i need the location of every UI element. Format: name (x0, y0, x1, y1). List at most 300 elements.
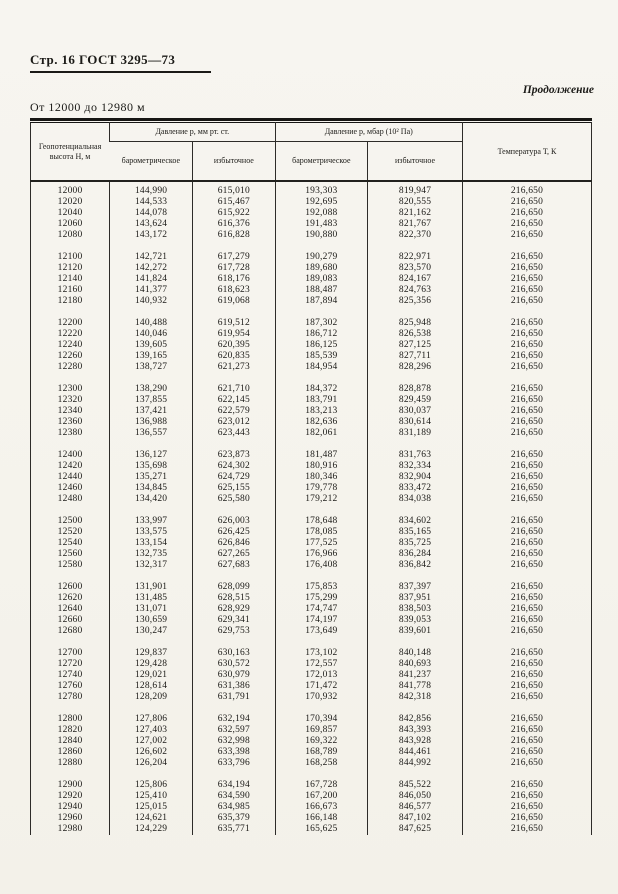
cell-mmhg-excess: 626,425 (193, 527, 275, 538)
cell-height: 12340 (57, 406, 83, 416)
cell-mmhg-barometric: 125,015 (110, 802, 193, 813)
cell-mmhg-barometric: 126,602 (110, 747, 193, 758)
table-body (31, 181, 592, 835)
cell-height: 12160 (57, 285, 83, 295)
cell-mmhg-barometric: 124,621 (110, 813, 193, 824)
table-row (31, 824, 592, 835)
cell-mmhg-barometric: 142,721 (110, 252, 193, 263)
cell-mmhg-excess: 624,302 (193, 461, 275, 472)
cell-mmhg-barometric: 133,997 (110, 516, 193, 527)
group-gap-row (31, 307, 592, 318)
cell-mbar-barometric: 186,125 (275, 340, 368, 351)
cell-mbar-excess: 825,948 (368, 318, 463, 329)
cell-temperature: 216,650 (462, 384, 591, 395)
cell-temperature: 216,650 (462, 824, 591, 835)
cell-mmhg-excess: 633,796 (193, 758, 275, 769)
cell-mmhg-barometric: 140,488 (110, 318, 193, 329)
table-row (31, 263, 592, 274)
table-row (31, 758, 592, 769)
cell-height: 12280 (57, 362, 83, 372)
cell-mbar-excess: 842,856 (368, 714, 463, 725)
cell-mbar-excess: 839,053 (368, 615, 463, 626)
gap-cell (462, 769, 591, 780)
cell-mbar-barometric: 182,636 (275, 417, 368, 428)
cell-temperature: 216,650 (462, 736, 591, 747)
cell-mmhg-barometric: 131,485 (110, 593, 193, 604)
cell-height: 12560 (57, 549, 83, 559)
gap-cell (275, 307, 368, 318)
cell-temperature: 216,650 (462, 549, 591, 560)
cell-height: 12240 (57, 340, 83, 350)
gap-cell (368, 571, 463, 582)
cell-mbar-barometric: 170,932 (275, 692, 368, 703)
cell-height: 12220 (57, 329, 83, 339)
table-row (31, 780, 592, 791)
cell-temperature: 216,650 (462, 659, 591, 670)
cell-temperature: 216,650 (462, 181, 591, 197)
cell-mbar-barometric: 184,954 (275, 362, 368, 373)
cell-height: 12600 (57, 582, 83, 592)
cell-mmhg-barometric: 136,127 (110, 450, 193, 461)
group-gap-row (31, 703, 592, 714)
cell-mmhg-excess: 617,279 (193, 252, 275, 263)
gap-cell (193, 373, 275, 384)
cell-mbar-excess: 830,614 (368, 417, 463, 428)
cell-mbar-barometric: 179,212 (275, 494, 368, 505)
group-gap-row (31, 637, 592, 648)
cell-mmhg-barometric: 140,046 (110, 329, 193, 340)
cell-temperature: 216,650 (462, 527, 591, 538)
gap-cell (368, 439, 463, 450)
table-row (31, 549, 592, 560)
cell-height: 12860 (57, 747, 83, 757)
gap-cell (462, 505, 591, 516)
cell-height: 12380 (57, 428, 83, 438)
cell-mbar-barometric: 190,279 (275, 252, 368, 263)
cell-temperature: 216,650 (462, 263, 591, 274)
cell-mmhg-barometric: 130,247 (110, 626, 193, 637)
cell-height: 12040 (57, 208, 83, 218)
cell-mmhg-barometric: 125,806 (110, 780, 193, 791)
gap-cell (31, 703, 110, 714)
col-header-mmhg-excess: избыточное (193, 142, 275, 182)
cell-mmhg-barometric: 131,071 (110, 604, 193, 615)
cell-mmhg-barometric: 130,659 (110, 615, 193, 626)
cell-temperature: 216,650 (462, 406, 591, 417)
gap-cell (275, 637, 368, 648)
cell-mbar-barometric: 182,061 (275, 428, 368, 439)
cell-mbar-excess: 825,356 (368, 296, 463, 307)
cell-mbar-barometric: 168,789 (275, 747, 368, 758)
table-row (31, 274, 592, 285)
gap-cell (31, 241, 110, 252)
cell-height: 12400 (57, 450, 83, 460)
table-row (31, 362, 592, 373)
cell-mmhg-excess: 618,176 (193, 274, 275, 285)
cell-mbar-barometric: 191,483 (275, 219, 368, 230)
cell-mbar-excess: 841,237 (368, 670, 463, 681)
cell-mmhg-excess: 629,753 (193, 626, 275, 637)
cell-mbar-barometric: 185,539 (275, 351, 368, 362)
cell-mbar-barometric: 178,648 (275, 516, 368, 527)
cell-temperature: 216,650 (462, 626, 591, 637)
table-row (31, 329, 592, 340)
cell-mbar-barometric: 167,728 (275, 780, 368, 791)
cell-mmhg-barometric: 141,377 (110, 285, 193, 296)
table-row (31, 461, 592, 472)
cell-mbar-barometric: 193,303 (275, 181, 368, 197)
cell-mmhg-excess: 635,379 (193, 813, 275, 824)
cell-mbar-barometric: 178,085 (275, 527, 368, 538)
cell-height: 12800 (57, 714, 83, 724)
cell-mmhg-excess: 625,580 (193, 494, 275, 505)
cell-mbar-barometric: 167,200 (275, 791, 368, 802)
table-row (31, 406, 592, 417)
cell-mbar-barometric: 190,880 (275, 230, 368, 241)
cell-mbar-barometric: 173,102 (275, 648, 368, 659)
cell-mmhg-excess: 634,194 (193, 780, 275, 791)
cell-mmhg-excess: 616,828 (193, 230, 275, 241)
table-row (31, 252, 592, 263)
cell-mmhg-excess: 631,386 (193, 681, 275, 692)
cell-height: 12720 (57, 659, 83, 669)
cell-mbar-excess: 843,928 (368, 736, 463, 747)
cell-mmhg-excess: 628,099 (193, 582, 275, 593)
cell-mbar-barometric: 189,680 (275, 263, 368, 274)
table-row (31, 450, 592, 461)
cell-mmhg-excess: 615,922 (193, 208, 275, 219)
cell-mbar-excess: 833,472 (368, 483, 463, 494)
cell-temperature: 216,650 (462, 714, 591, 725)
gap-cell (31, 439, 110, 450)
cell-height: 12640 (57, 604, 83, 614)
cell-temperature: 216,650 (462, 395, 591, 406)
cell-mmhg-excess: 624,729 (193, 472, 275, 483)
group-gap-row (31, 241, 592, 252)
cell-temperature: 216,650 (462, 813, 591, 824)
cell-height: 12700 (57, 648, 83, 658)
cell-mmhg-excess: 626,846 (193, 538, 275, 549)
gap-cell (31, 769, 110, 780)
cell-temperature: 216,650 (462, 670, 591, 681)
cell-mmhg-barometric: 128,209 (110, 692, 193, 703)
cell-mbar-barometric: 170,394 (275, 714, 368, 725)
cell-mmhg-excess: 620,835 (193, 351, 275, 362)
group-gap-row (31, 439, 592, 450)
group-gap-row (31, 505, 592, 516)
cell-mmhg-excess: 619,068 (193, 296, 275, 307)
cell-mbar-excess: 844,461 (368, 747, 463, 758)
table-row (31, 659, 592, 670)
cell-height: 12120 (57, 263, 83, 273)
gap-cell (31, 571, 110, 582)
cell-temperature: 216,650 (462, 791, 591, 802)
cell-temperature: 216,650 (462, 604, 591, 615)
gap-cell (462, 439, 591, 450)
cell-temperature: 216,650 (462, 329, 591, 340)
cell-mbar-excess: 844,992 (368, 758, 463, 769)
cell-height: 12500 (57, 516, 83, 526)
cell-mbar-excess: 839,601 (368, 626, 463, 637)
cell-mbar-excess: 821,767 (368, 219, 463, 230)
cell-mmhg-excess: 621,273 (193, 362, 275, 373)
cell-mbar-excess: 837,397 (368, 582, 463, 593)
cell-temperature: 216,650 (462, 417, 591, 428)
gap-cell (193, 571, 275, 582)
cell-mmhg-excess: 621,710 (193, 384, 275, 395)
gap-cell (193, 307, 275, 318)
cell-temperature: 216,650 (462, 318, 591, 329)
gap-cell (193, 637, 275, 648)
gap-cell (462, 373, 591, 384)
cell-mmhg-barometric: 129,428 (110, 659, 193, 670)
cell-temperature: 216,650 (462, 648, 591, 659)
cell-mbar-barometric: 171,472 (275, 681, 368, 692)
cell-mmhg-barometric: 133,575 (110, 527, 193, 538)
cell-height: 12840 (57, 736, 83, 746)
cell-mmhg-barometric: 135,698 (110, 461, 193, 472)
cell-mmhg-barometric: 129,837 (110, 648, 193, 659)
table-row (31, 384, 592, 395)
continuation-label: Продолжение (522, 84, 594, 96)
table-row (31, 714, 592, 725)
cell-mmhg-excess: 632,194 (193, 714, 275, 725)
cell-height: 12620 (57, 593, 83, 603)
cell-height: 12020 (57, 197, 83, 207)
table-row (31, 593, 592, 604)
cell-temperature: 216,650 (462, 681, 591, 692)
gap-cell (110, 505, 193, 516)
cell-height: 12900 (57, 780, 83, 790)
table-row (31, 648, 592, 659)
table-row (31, 527, 592, 538)
cell-mmhg-excess: 620,395 (193, 340, 275, 351)
range-title: От 12000 до 12980 м (30, 100, 146, 114)
table-row (31, 428, 592, 439)
cell-mmhg-excess: 630,572 (193, 659, 275, 670)
table-row (31, 516, 592, 527)
cell-temperature: 216,650 (462, 450, 591, 461)
cell-mbar-barometric: 173,649 (275, 626, 368, 637)
cell-height: 12080 (57, 230, 83, 240)
table-row (31, 483, 592, 494)
gap-cell (110, 241, 193, 252)
col-header-height: Геопотенциальная высота Н, м (38, 142, 102, 161)
cell-mbar-excess: 820,555 (368, 197, 463, 208)
cell-height: 12420 (57, 461, 83, 471)
cell-mmhg-excess: 623,012 (193, 417, 275, 428)
cell-temperature: 216,650 (462, 780, 591, 791)
cell-temperature: 216,650 (462, 593, 591, 604)
cell-mbar-barometric: 172,013 (275, 670, 368, 681)
cell-mmhg-excess: 622,145 (193, 395, 275, 406)
cell-temperature: 216,650 (462, 725, 591, 736)
cell-height: 12940 (57, 802, 83, 812)
cell-mbar-barometric: 183,213 (275, 406, 368, 417)
cell-temperature: 216,650 (462, 208, 591, 219)
table-row (31, 626, 592, 637)
cell-mbar-excess: 828,296 (368, 362, 463, 373)
cell-mmhg-barometric: 143,624 (110, 219, 193, 230)
cell-height: 12140 (57, 274, 83, 284)
cell-temperature: 216,650 (462, 340, 591, 351)
gap-cell (368, 241, 463, 252)
cell-mbar-excess: 837,951 (368, 593, 463, 604)
gap-cell (31, 505, 110, 516)
cell-mbar-barometric: 192,088 (275, 208, 368, 219)
pressure-table-wrap (30, 118, 592, 835)
cell-mmhg-excess: 631,791 (193, 692, 275, 703)
table-row (31, 296, 592, 307)
cell-temperature: 216,650 (462, 516, 591, 527)
cell-mmhg-barometric: 133,154 (110, 538, 193, 549)
cell-height: 12880 (57, 758, 83, 768)
cell-mmhg-excess: 628,515 (193, 593, 275, 604)
cell-temperature: 216,650 (462, 219, 591, 230)
cell-mmhg-excess: 615,467 (193, 197, 275, 208)
cell-mmhg-barometric: 127,002 (110, 736, 193, 747)
cell-mbar-excess: 835,725 (368, 538, 463, 549)
cell-mbar-excess: 827,711 (368, 351, 463, 362)
cell-mmhg-excess: 630,979 (193, 670, 275, 681)
table-row (31, 791, 592, 802)
cell-height: 12780 (57, 692, 83, 702)
cell-temperature: 216,650 (462, 802, 591, 813)
table-row (31, 340, 592, 351)
table-row (31, 725, 592, 736)
cell-mmhg-barometric: 127,403 (110, 725, 193, 736)
cell-mbar-excess: 846,050 (368, 791, 463, 802)
cell-mmhg-excess: 619,954 (193, 329, 275, 340)
cell-mbar-barometric: 169,322 (275, 736, 368, 747)
cell-mbar-barometric: 176,966 (275, 549, 368, 560)
cell-mbar-barometric: 166,673 (275, 802, 368, 813)
gap-cell (368, 505, 463, 516)
gap-cell (275, 769, 368, 780)
cell-height: 12580 (57, 560, 83, 570)
cell-height: 12820 (57, 725, 83, 735)
gap-cell (193, 439, 275, 450)
gap-cell (462, 637, 591, 648)
gap-cell (110, 439, 193, 450)
table-row (31, 670, 592, 681)
cell-mbar-excess: 846,577 (368, 802, 463, 813)
gap-cell (193, 241, 275, 252)
cell-mbar-barometric: 192,695 (275, 197, 368, 208)
cell-mmhg-excess: 634,590 (193, 791, 275, 802)
table-row (31, 538, 592, 549)
cell-height: 12760 (57, 681, 83, 691)
gap-cell (193, 505, 275, 516)
table-row (31, 285, 592, 296)
cell-mmhg-barometric: 139,605 (110, 340, 193, 351)
cell-height: 12320 (57, 395, 83, 405)
table-row (31, 681, 592, 692)
cell-mmhg-excess: 630,163 (193, 648, 275, 659)
table-row (31, 472, 592, 483)
cell-mbar-excess: 840,693 (368, 659, 463, 670)
cell-mmhg-barometric: 136,557 (110, 428, 193, 439)
cell-mmhg-barometric: 134,420 (110, 494, 193, 505)
cell-mbar-barometric: 169,857 (275, 725, 368, 736)
cell-mmhg-barometric: 141,824 (110, 274, 193, 285)
cell-mbar-barometric: 165,625 (275, 824, 368, 835)
cell-mbar-excess: 845,522 (368, 780, 463, 791)
group-gap-row (31, 769, 592, 780)
col-header-mmhg-barometric: барометрическое (121, 156, 181, 166)
cell-height: 12660 (57, 615, 83, 625)
cell-mbar-excess: 831,189 (368, 428, 463, 439)
gap-cell (275, 703, 368, 714)
gap-cell (462, 241, 591, 252)
cell-mmhg-barometric: 125,410 (110, 791, 193, 802)
gap-cell (110, 703, 193, 714)
gap-cell (193, 703, 275, 714)
cell-mbar-barometric: 189,083 (275, 274, 368, 285)
cell-mbar-excess: 821,162 (368, 208, 463, 219)
gap-cell (193, 769, 275, 780)
cell-height: 12740 (57, 670, 83, 680)
cell-mbar-excess: 823,570 (368, 263, 463, 274)
cell-mbar-excess: 843,393 (368, 725, 463, 736)
cell-mmhg-barometric: 143,172 (110, 230, 193, 241)
cell-mbar-barometric: 181,487 (275, 450, 368, 461)
cell-temperature: 216,650 (462, 274, 591, 285)
cell-mmhg-excess: 634,985 (193, 802, 275, 813)
cell-height: 12260 (57, 351, 83, 361)
cell-mmhg-excess: 623,873 (193, 450, 275, 461)
cell-height: 12540 (57, 538, 83, 548)
cell-mmhg-barometric: 127,806 (110, 714, 193, 725)
cell-mmhg-barometric: 142,272 (110, 263, 193, 274)
cell-mbar-barometric: 166,148 (275, 813, 368, 824)
cell-mmhg-barometric: 138,727 (110, 362, 193, 373)
cell-mbar-barometric: 175,853 (275, 582, 368, 593)
cell-mmhg-barometric: 132,317 (110, 560, 193, 571)
cell-height: 12440 (57, 472, 83, 482)
gap-cell (110, 571, 193, 582)
cell-height: 12960 (57, 813, 83, 823)
gap-cell (275, 571, 368, 582)
gap-cell (368, 769, 463, 780)
cell-temperature: 216,650 (462, 747, 591, 758)
col-header-mbar-excess: избыточное (368, 142, 463, 182)
cell-mbar-excess: 831,763 (368, 450, 463, 461)
cell-mmhg-barometric: 132,735 (110, 549, 193, 560)
cell-height: 12300 (57, 384, 83, 394)
table-row (31, 615, 592, 626)
cell-mmhg-barometric: 138,290 (110, 384, 193, 395)
cell-height: 12520 (57, 527, 83, 537)
cell-temperature: 216,650 (462, 483, 591, 494)
cell-height: 12180 (57, 296, 83, 306)
table-row (31, 747, 592, 758)
gap-cell (368, 703, 463, 714)
cell-temperature: 216,650 (462, 351, 591, 362)
cell-mmhg-barometric: 139,165 (110, 351, 193, 362)
gap-cell (110, 307, 193, 318)
cell-temperature: 216,650 (462, 252, 591, 263)
table-header (31, 123, 592, 182)
cell-mbar-excess: 827,125 (368, 340, 463, 351)
table-row (31, 582, 592, 593)
cell-mbar-barometric: 183,791 (275, 395, 368, 406)
table-row (31, 318, 592, 329)
cell-height: 12680 (57, 626, 83, 636)
cell-mbar-barometric: 174,197 (275, 615, 368, 626)
cell-mmhg-excess: 615,010 (193, 181, 275, 197)
table-row (31, 230, 592, 241)
